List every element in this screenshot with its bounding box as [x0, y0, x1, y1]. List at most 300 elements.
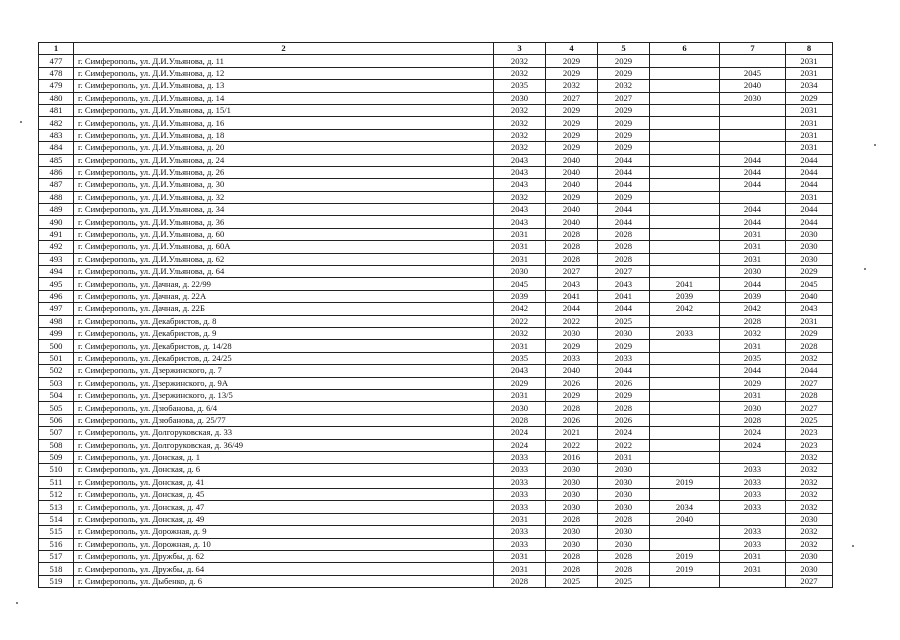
value-cell-3: 2022 [494, 315, 546, 327]
value-cell-7: 2033 [720, 538, 786, 550]
address-cell: г. Симферополь, ул. Дзержинского, д. 7 [74, 365, 494, 377]
value-cell-6 [650, 67, 720, 79]
value-cell-6 [650, 253, 720, 265]
value-cell-6 [650, 241, 720, 253]
column-header-5: 5 [598, 43, 650, 55]
value-cell-8: 2032 [786, 489, 833, 501]
value-cell-8: 2040 [786, 290, 833, 302]
value-cell-8: 2044 [786, 204, 833, 216]
value-cell-3: 2042 [494, 303, 546, 315]
value-cell-3: 2033 [494, 501, 546, 513]
value-cell-3: 2039 [494, 290, 546, 302]
value-cell-6: 2039 [650, 290, 720, 302]
value-cell-4: 2028 [546, 402, 598, 414]
table-row [39, 154, 833, 166]
column-header-3: 3 [494, 43, 546, 55]
value-cell-5: 2030 [598, 464, 650, 476]
scan-speck [864, 268, 866, 270]
value-cell-3: 2033 [494, 464, 546, 476]
value-cell-8: 2032 [786, 501, 833, 513]
address-cell: г. Симферополь, ул. Дачная, д. 22/99 [74, 278, 494, 290]
address-cell: г. Симферополь, ул. Дачная, д. 22Б [74, 303, 494, 315]
value-cell-6 [650, 129, 720, 141]
value-cell-3: 2043 [494, 166, 546, 178]
scan-speck [16, 602, 18, 604]
value-cell-5: 2030 [598, 538, 650, 550]
table-row [39, 489, 833, 501]
value-cell-3: 2032 [494, 55, 546, 67]
value-cell-5: 2030 [598, 526, 650, 538]
value-cell-7: 2031 [720, 389, 786, 401]
address-cell: г. Симферополь, ул. Декабристов, д. 14/28 [74, 340, 494, 352]
value-cell-3: 2043 [494, 216, 546, 228]
value-cell-6 [650, 451, 720, 463]
value-cell-3: 2024 [494, 427, 546, 439]
table-row [39, 352, 833, 364]
value-cell-7: 2033 [720, 489, 786, 501]
value-cell-4: 2044 [546, 303, 598, 315]
value-cell-4: 2029 [546, 55, 598, 67]
value-cell-8: 2023 [786, 427, 833, 439]
value-cell-4: 2028 [546, 253, 598, 265]
value-cell-3: 2032 [494, 327, 546, 339]
value-cell-8: 2031 [786, 67, 833, 79]
value-cell-4: 2032 [546, 80, 598, 92]
value-cell-7 [720, 142, 786, 154]
table-row [39, 191, 833, 203]
value-cell-4: 2026 [546, 377, 598, 389]
value-cell-7: 2044 [720, 166, 786, 178]
value-cell-3: 2031 [494, 551, 546, 563]
value-cell-3: 2032 [494, 104, 546, 116]
table-header-row [39, 43, 833, 55]
value-cell-5: 2029 [598, 340, 650, 352]
value-cell-7 [720, 117, 786, 129]
value-cell-6 [650, 266, 720, 278]
column-header-6: 6 [650, 43, 720, 55]
value-cell-3: 2035 [494, 352, 546, 364]
value-cell-8: 2031 [786, 55, 833, 67]
table-row [39, 80, 833, 92]
value-cell-8: 2032 [786, 538, 833, 550]
column-header-1: 1 [39, 43, 74, 55]
value-cell-7: 2029 [720, 377, 786, 389]
value-cell-7: 2033 [720, 501, 786, 513]
value-cell-8: 2032 [786, 476, 833, 488]
value-cell-6 [650, 365, 720, 377]
value-cell-7: 2044 [720, 154, 786, 166]
value-cell-3: 2028 [494, 575, 546, 587]
value-cell-6 [650, 439, 720, 451]
value-cell-7: 2044 [720, 365, 786, 377]
value-cell-7: 2033 [720, 464, 786, 476]
table-row [39, 303, 833, 315]
value-cell-4: 2028 [546, 228, 598, 240]
row-number-cell: 485 [39, 154, 74, 166]
value-cell-4: 2028 [546, 513, 598, 525]
value-cell-5: 2032 [598, 80, 650, 92]
row-number-cell: 517 [39, 551, 74, 563]
value-cell-4: 2043 [546, 278, 598, 290]
value-cell-5: 2030 [598, 501, 650, 513]
value-cell-7: 2044 [720, 179, 786, 191]
value-cell-5: 2028 [598, 513, 650, 525]
document-page [38, 42, 833, 588]
row-number-cell: 489 [39, 204, 74, 216]
value-cell-5: 2029 [598, 55, 650, 67]
value-cell-7: 2040 [720, 80, 786, 92]
value-cell-8: 2031 [786, 104, 833, 116]
value-cell-7 [720, 575, 786, 587]
row-number-cell: 486 [39, 166, 74, 178]
value-cell-4: 2030 [546, 327, 598, 339]
value-cell-4: 2027 [546, 92, 598, 104]
value-cell-7: 2031 [720, 551, 786, 563]
value-cell-3: 2031 [494, 241, 546, 253]
address-cell: г. Симферополь, ул. Донская, д. 6 [74, 464, 494, 476]
value-cell-5: 2022 [598, 439, 650, 451]
address-cell: г. Симферополь, ул. Д.И.Ульянова, д. 14 [74, 92, 494, 104]
value-cell-7: 2035 [720, 352, 786, 364]
value-cell-6 [650, 117, 720, 129]
value-cell-5: 2030 [598, 489, 650, 501]
value-cell-3: 2031 [494, 228, 546, 240]
value-cell-8: 2044 [786, 154, 833, 166]
address-cell: г. Симферополь, ул. Дачная, д. 22А [74, 290, 494, 302]
value-cell-4: 2030 [546, 464, 598, 476]
address-cell: г. Симферополь, ул. Д.И.Ульянова, д. 16 [74, 117, 494, 129]
value-cell-8: 2031 [786, 315, 833, 327]
value-cell-5: 2028 [598, 563, 650, 575]
address-cell: г. Симферополь, ул. Долгоруковская, д. 33 [74, 427, 494, 439]
value-cell-4: 2030 [546, 526, 598, 538]
value-cell-7: 2031 [720, 563, 786, 575]
row-number-cell: 515 [39, 526, 74, 538]
value-cell-4: 2029 [546, 67, 598, 79]
table-row [39, 526, 833, 538]
value-cell-3: 2045 [494, 278, 546, 290]
address-cell: г. Симферополь, ул. Д.И.Ульянова, д. 64 [74, 266, 494, 278]
row-number-cell: 502 [39, 365, 74, 377]
value-cell-7: 2044 [720, 216, 786, 228]
table-row [39, 551, 833, 563]
table-row [39, 241, 833, 253]
value-cell-3: 2032 [494, 117, 546, 129]
value-cell-5: 2027 [598, 92, 650, 104]
value-cell-8: 2045 [786, 278, 833, 290]
value-cell-3: 2043 [494, 365, 546, 377]
value-cell-6 [650, 179, 720, 191]
value-cell-7: 2042 [720, 303, 786, 315]
value-cell-5: 2029 [598, 191, 650, 203]
value-cell-7: 2028 [720, 315, 786, 327]
table-row [39, 216, 833, 228]
table-row [39, 266, 833, 278]
table-row [39, 166, 833, 178]
row-number-cell: 495 [39, 278, 74, 290]
value-cell-5: 2026 [598, 377, 650, 389]
row-number-cell: 511 [39, 476, 74, 488]
address-cell: г. Симферополь, ул. Дзержинского, д. 9А [74, 377, 494, 389]
table-row [39, 253, 833, 265]
value-cell-4: 2030 [546, 538, 598, 550]
table-row [39, 377, 833, 389]
table-row [39, 315, 833, 327]
row-number-cell: 477 [39, 55, 74, 67]
value-cell-3: 2031 [494, 513, 546, 525]
value-cell-3: 2030 [494, 266, 546, 278]
value-cell-3: 2030 [494, 402, 546, 414]
value-cell-8: 2030 [786, 228, 833, 240]
value-cell-6 [650, 427, 720, 439]
value-cell-8: 2027 [786, 402, 833, 414]
value-cell-6: 2041 [650, 278, 720, 290]
row-number-cell: 487 [39, 179, 74, 191]
value-cell-3: 2029 [494, 377, 546, 389]
value-cell-5: 2025 [598, 575, 650, 587]
value-cell-4: 2029 [546, 129, 598, 141]
value-cell-5: 2029 [598, 117, 650, 129]
value-cell-3: 2043 [494, 154, 546, 166]
value-cell-8: 2044 [786, 365, 833, 377]
row-number-cell: 501 [39, 352, 74, 364]
value-cell-4: 2030 [546, 489, 598, 501]
address-cell: г. Симферополь, ул. Дорожная, д. 9 [74, 526, 494, 538]
value-cell-4: 2040 [546, 166, 598, 178]
column-header-8: 8 [786, 43, 833, 55]
address-cell: г. Симферополь, ул. Донская, д. 41 [74, 476, 494, 488]
table-row [39, 575, 833, 587]
table-row [39, 204, 833, 216]
table-row [39, 142, 833, 154]
value-cell-5: 2030 [598, 476, 650, 488]
value-cell-7: 2031 [720, 228, 786, 240]
address-cell: г. Симферополь, ул. Донская, д. 47 [74, 501, 494, 513]
value-cell-3: 2032 [494, 191, 546, 203]
table-row [39, 476, 833, 488]
value-cell-3: 2032 [494, 142, 546, 154]
table-row [39, 439, 833, 451]
address-cell: г. Симферополь, ул. Декабристов, д. 9 [74, 327, 494, 339]
row-number-cell: 500 [39, 340, 74, 352]
value-cell-6 [650, 464, 720, 476]
address-cell: г. Симферополь, ул. Дзержинского, д. 13/5 [74, 389, 494, 401]
address-cell: г. Симферополь, ул. Д.И.Ульянова, д. 34 [74, 204, 494, 216]
table-row [39, 513, 833, 525]
address-cell: г. Симферополь, ул. Донская, д. 45 [74, 489, 494, 501]
table-row [39, 117, 833, 129]
table-row [39, 55, 833, 67]
value-cell-8: 2023 [786, 439, 833, 451]
address-cell: г. Симферополь, ул. Д.И.Ульянова, д. 30 [74, 179, 494, 191]
value-cell-5: 2029 [598, 129, 650, 141]
value-cell-8: 2029 [786, 327, 833, 339]
value-cell-8: 2025 [786, 414, 833, 426]
value-cell-3: 2028 [494, 414, 546, 426]
row-number-cell: 480 [39, 92, 74, 104]
address-cell: г. Симферополь, ул. Д.И.Ульянова, д. 60А [74, 241, 494, 253]
address-cell: г. Симферополь, ул. Д.И.Ульянова, д. 24 [74, 154, 494, 166]
value-cell-6 [650, 315, 720, 327]
row-number-cell: 519 [39, 575, 74, 587]
value-cell-7 [720, 104, 786, 116]
address-cell: г. Симферополь, ул. Дыбенко, д. 6 [74, 575, 494, 587]
value-cell-4: 2028 [546, 563, 598, 575]
value-cell-3: 2033 [494, 526, 546, 538]
value-cell-8: 2044 [786, 166, 833, 178]
row-number-cell: 509 [39, 451, 74, 463]
value-cell-4: 2022 [546, 439, 598, 451]
value-cell-7: 2044 [720, 204, 786, 216]
value-cell-3: 2033 [494, 489, 546, 501]
value-cell-5: 2028 [598, 241, 650, 253]
value-cell-5: 2044 [598, 204, 650, 216]
table-row [39, 414, 833, 426]
value-cell-5: 2044 [598, 216, 650, 228]
address-cell: г. Симферополь, ул. Донская, д. 1 [74, 451, 494, 463]
value-cell-6 [650, 352, 720, 364]
value-cell-6: 2042 [650, 303, 720, 315]
value-cell-8: 2028 [786, 340, 833, 352]
value-cell-7: 2045 [720, 67, 786, 79]
value-cell-7 [720, 451, 786, 463]
value-cell-5: 2044 [598, 166, 650, 178]
row-number-cell: 496 [39, 290, 74, 302]
value-cell-6 [650, 92, 720, 104]
value-cell-6 [650, 340, 720, 352]
value-cell-7: 2030 [720, 266, 786, 278]
value-cell-5: 2044 [598, 154, 650, 166]
row-number-cell: 498 [39, 315, 74, 327]
value-cell-5: 2044 [598, 365, 650, 377]
value-cell-6 [650, 377, 720, 389]
value-cell-6 [650, 526, 720, 538]
value-cell-8: 2029 [786, 92, 833, 104]
value-cell-4: 2029 [546, 340, 598, 352]
row-number-cell: 497 [39, 303, 74, 315]
value-cell-5: 2024 [598, 427, 650, 439]
row-number-cell: 510 [39, 464, 74, 476]
address-cell: г. Симферополь, ул. Дзюбанова, д. 25/77 [74, 414, 494, 426]
table-row [39, 67, 833, 79]
address-cell: г. Симферополь, ул. Донская, д. 49 [74, 513, 494, 525]
value-cell-6 [650, 166, 720, 178]
row-number-cell: 505 [39, 402, 74, 414]
value-cell-3: 2024 [494, 439, 546, 451]
value-cell-4: 2028 [546, 551, 598, 563]
address-cell: г. Симферополь, ул. Д.И.Ульянова, д. 60 [74, 228, 494, 240]
value-cell-7: 2032 [720, 327, 786, 339]
value-cell-8: 2028 [786, 389, 833, 401]
value-cell-8: 2032 [786, 526, 833, 538]
value-cell-6: 2019 [650, 476, 720, 488]
value-cell-6 [650, 104, 720, 116]
address-cell: г. Симферополь, ул. Д.И.Ульянова, д. 36 [74, 216, 494, 228]
value-cell-8: 2034 [786, 80, 833, 92]
row-number-cell: 503 [39, 377, 74, 389]
table-row [39, 179, 833, 191]
address-cell: г. Симферополь, ул. Дружбы, д. 64 [74, 563, 494, 575]
address-cell: г. Симферополь, ул. Долгоруковская, д. 36/49 [74, 439, 494, 451]
row-number-cell: 504 [39, 389, 74, 401]
value-cell-6 [650, 204, 720, 216]
value-cell-3: 2031 [494, 389, 546, 401]
row-number-cell: 483 [39, 129, 74, 141]
value-cell-6 [650, 80, 720, 92]
row-number-cell: 494 [39, 266, 74, 278]
table-row [39, 365, 833, 377]
value-cell-7: 2024 [720, 427, 786, 439]
value-cell-6 [650, 216, 720, 228]
table-row [39, 340, 833, 352]
address-cell: г. Симферополь, ул. Д.И.Ульянова, д. 18 [74, 129, 494, 141]
row-number-cell: 479 [39, 80, 74, 92]
table-row [39, 427, 833, 439]
value-cell-7: 2028 [720, 414, 786, 426]
value-cell-7: 2030 [720, 92, 786, 104]
value-cell-6 [650, 191, 720, 203]
table-row [39, 402, 833, 414]
value-cell-5: 2026 [598, 414, 650, 426]
table-row [39, 228, 833, 240]
table-row [39, 129, 833, 141]
value-cell-3: 2035 [494, 80, 546, 92]
value-cell-6: 2040 [650, 513, 720, 525]
column-header-7: 7 [720, 43, 786, 55]
value-cell-8: 2030 [786, 513, 833, 525]
address-cell: г. Симферополь, ул. Дзюбанова, д. 6/4 [74, 402, 494, 414]
column-header-2: 2 [74, 43, 494, 55]
value-cell-4: 2028 [546, 241, 598, 253]
row-number-cell: 484 [39, 142, 74, 154]
value-cell-7: 2033 [720, 526, 786, 538]
value-cell-5: 2041 [598, 290, 650, 302]
table-row [39, 563, 833, 575]
value-cell-6 [650, 489, 720, 501]
value-cell-4: 2041 [546, 290, 598, 302]
value-cell-3: 2032 [494, 67, 546, 79]
value-cell-5: 2030 [598, 327, 650, 339]
value-cell-8: 2030 [786, 563, 833, 575]
value-cell-5: 2028 [598, 253, 650, 265]
value-cell-4: 2029 [546, 104, 598, 116]
table-row [39, 538, 833, 550]
value-cell-4: 2040 [546, 179, 598, 191]
address-cell: г. Симферополь, ул. Д.И.Ульянова, д. 15/1 [74, 104, 494, 116]
value-cell-5: 2033 [598, 352, 650, 364]
value-cell-6 [650, 402, 720, 414]
value-cell-3: 2043 [494, 204, 546, 216]
value-cell-6 [650, 575, 720, 587]
value-cell-4: 2029 [546, 117, 598, 129]
value-cell-7 [720, 55, 786, 67]
value-cell-5: 2028 [598, 228, 650, 240]
value-cell-6: 2019 [650, 563, 720, 575]
value-cell-3: 2031 [494, 253, 546, 265]
row-number-cell: 518 [39, 563, 74, 575]
value-cell-8: 2030 [786, 241, 833, 253]
row-number-cell: 512 [39, 489, 74, 501]
value-cell-8: 2030 [786, 253, 833, 265]
value-cell-3: 2043 [494, 179, 546, 191]
table-row [39, 278, 833, 290]
value-cell-7: 2030 [720, 402, 786, 414]
value-cell-5: 2044 [598, 303, 650, 315]
housing-schedule-table [38, 42, 833, 588]
address-cell: г. Симферополь, ул. Декабристов, д. 8 [74, 315, 494, 327]
value-cell-5: 2029 [598, 104, 650, 116]
value-cell-5: 2029 [598, 67, 650, 79]
